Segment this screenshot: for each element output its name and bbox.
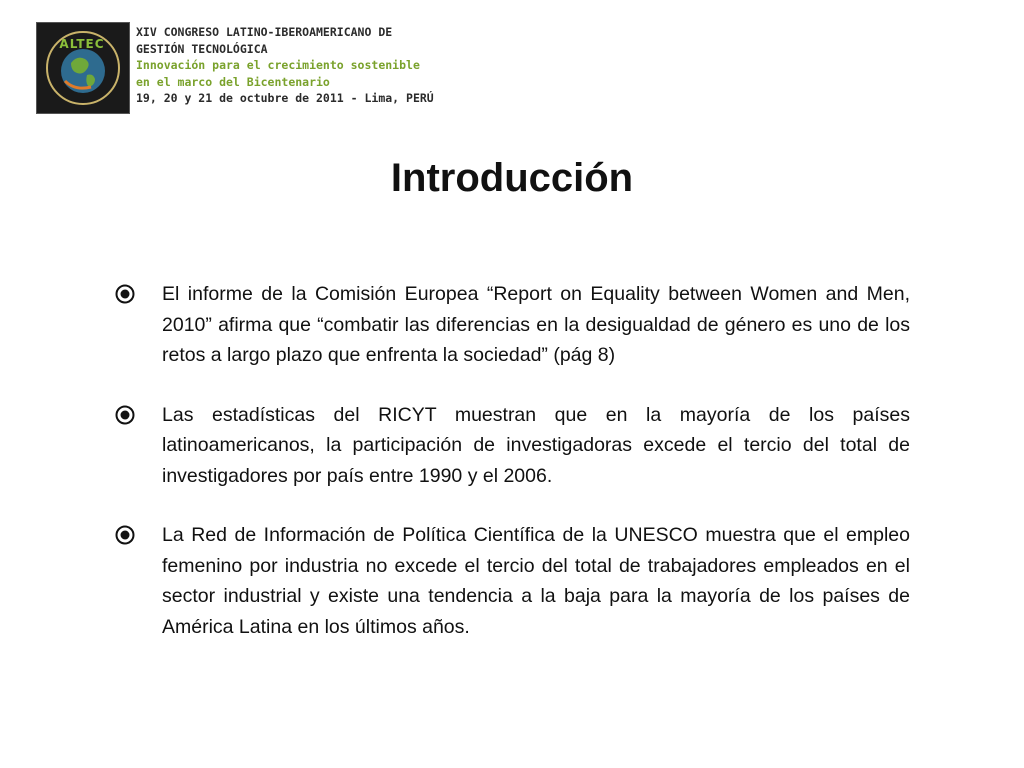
conference-date-line: 19, 20 y 21 de octubre de 2011 - Lima, PERÚ <box>136 91 434 105</box>
bullet-text: Las estadísticas del RICYT muestran que en la mayoría de los países latinoamericanos, la participación de investigadoras excede el tercio del total de investigadores por país entre 1990 y el 2006. <box>162 403 910 487</box>
conference-info <box>136 24 456 107</box>
logo-mark-text: ALTEC <box>59 37 105 51</box>
conference-theme-line-1: Innovación para el crecimiento sostenible <box>136 58 420 72</box>
conference-theme-line-2: en el marco del Bicentenario <box>136 74 330 89</box>
conference-name-line-2: GESTIÓN TECNOLÓGICA <box>136 41 268 56</box>
radio-bullet-icon <box>114 404 136 426</box>
bullet-list <box>114 279 910 642</box>
slide-title: Introducción <box>390 156 634 200</box>
radio-bullet-icon <box>114 524 136 546</box>
bullet-text: La Red de Información de Política Científica de la UNESCO muestra que el empleo femenino por industria no excede el tercio del total de trabajadores empleados en el sector industrial y existe una tendencia a la baja para la mayoría de los países de América Latina en los últimos años. <box>162 524 910 638</box>
bullet-item <box>114 400 910 492</box>
bullet-text: El informe de la Comisión Europea “Report on Equality between Women and Men, 2010” afirma que “combatir las diferencias en la desigualdad de género es uno de los retos a largo plazo que enfrenta la sociedad” (pág 8) <box>162 283 910 366</box>
bullet-item <box>114 279 910 371</box>
bullet-item <box>114 520 910 642</box>
altec-logo <box>36 22 130 114</box>
conference-header <box>36 22 436 114</box>
conference-name-line-1: XIV CONGRESO LATINO-IBEROAMERICANO DE <box>136 25 393 39</box>
radio-bullet-icon <box>114 283 136 305</box>
